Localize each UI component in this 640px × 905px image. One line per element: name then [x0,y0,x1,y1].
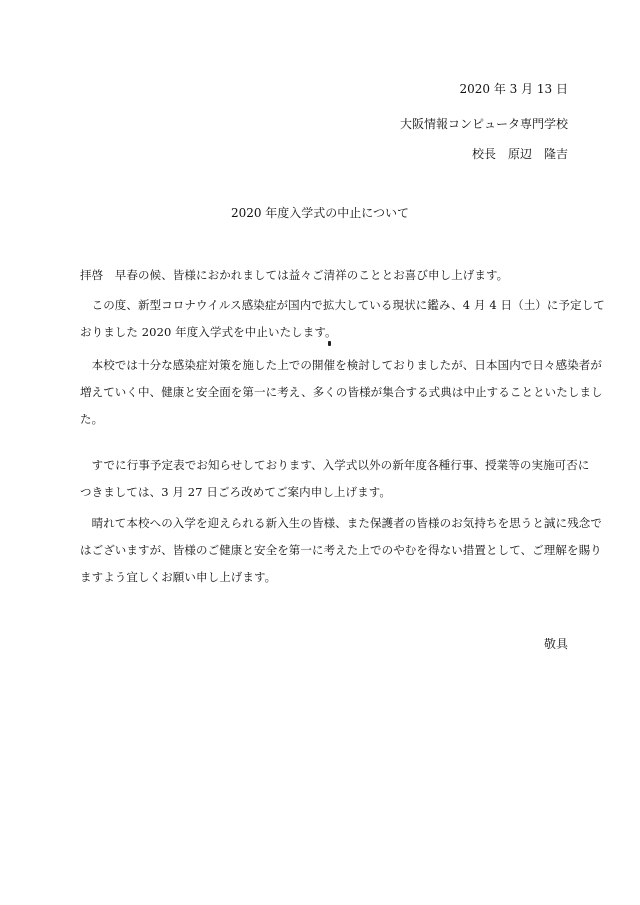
stray-ink-mark [328,341,331,346]
paragraph-line: はございますが、皆様のご健康と安全を第一に考えた上でのやむを得ない措置として、ご理解を賜り [80,543,602,557]
paragraph-line: おりました 2020 年度入学式を中止いたします。 [80,325,337,339]
document-title: 2020 年度入学式の中止について [230,206,410,220]
paragraph-cancellation [80,292,605,346]
principal-name: 校長 原辺 隆吉 [471,147,568,161]
paragraph-reason [80,352,603,433]
paragraph-line: すでに行事予定表でお知らせしております、入学式以外の新年度各種行事、授業等の実施可否に [80,458,590,472]
paragraph-line: 晴れて本校への入学を迎えられる新入生の皆様、また保護者の皆様のお気持ちを思うと誠に残念で [80,516,602,530]
paragraph-line: 増えていく中、健康と安全面を第一に考え、多くの皆様が集合する式典は中止することといたしまし [80,385,603,399]
paragraph-line: た。 [80,412,104,426]
closing-remark: 敬具 [543,637,568,651]
paragraph-line: この度、新型コロナウイルス感染症が国内で拡大している現状に鑑み、4 月 4 日（土）に予定して [80,298,605,312]
paragraph-apology [80,510,602,591]
document-date: 2020 年 3 月 13 日 [459,82,568,96]
paragraph-schedule [80,452,590,506]
paragraph-line: つきましては、3 月 27 日ごろ改めてご案内申し上げます。 [80,485,391,499]
school-name: 大阪情報コンピュータ専門学校 [399,117,568,131]
greeting-line [80,262,580,289]
greeting-text: 拝啓 早春の候、皆様におかれましては益々ご清祥のこととお喜び申し上げます。 [80,268,509,282]
paragraph-line: 本校では十分な感染症対策を施した上での開催を検討しておりましたが、日本国内で日々感染者が [80,358,602,372]
paragraph-line: ますよう宜しくお願い申し上げます。 [80,570,277,584]
